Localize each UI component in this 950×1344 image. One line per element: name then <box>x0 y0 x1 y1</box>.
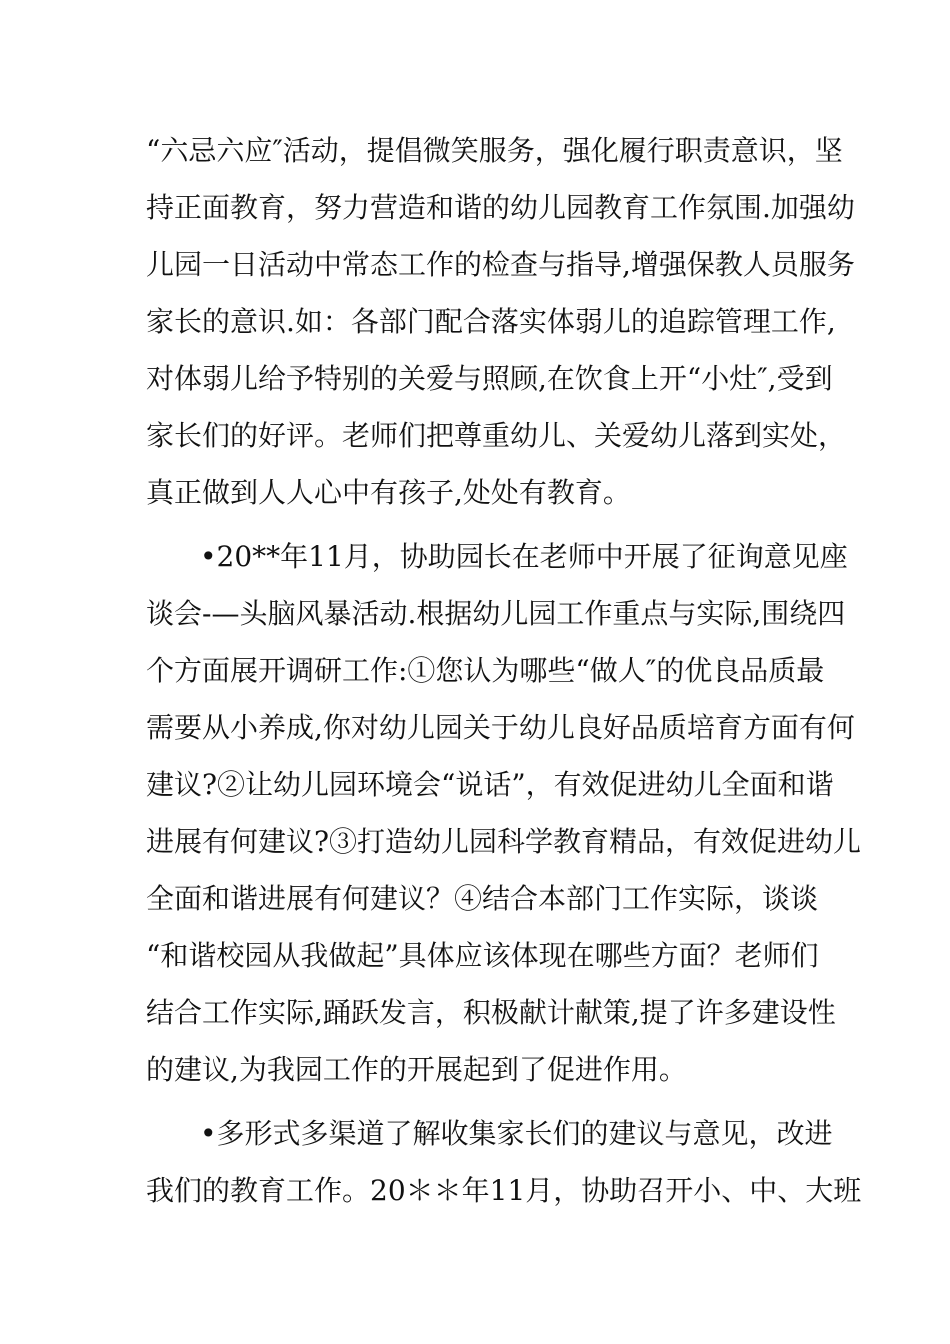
text-line: “和谐校园从我做起”具体应该体现在哪些方面？老师们 <box>146 939 819 972</box>
text-line: 个方面展开调研工作:①您认为哪些“做人″的优良品质最 <box>146 654 825 687</box>
text-line: 的建议,为我园工作的开展起到了促进作用。 <box>146 1053 687 1086</box>
text-line: 全面和谐进展有何建议？④结合本部门工作实际，谈谈 <box>146 882 819 915</box>
text-line: 需要从小养成,你对幼儿园关于幼儿良好品质培育方面有何 <box>146 711 855 744</box>
text-line: 儿园一日活动中常态工作的检查与指导,增强保教人员服务 <box>146 248 855 281</box>
text-line: 持正面教育，努力营造和谐的幼儿园教育工作氛围.加强幼 <box>146 191 855 224</box>
text-line: 结合工作实际,踊跃发言，积极献计献策,提了许多建设性 <box>146 996 836 1029</box>
text-line: 家长的意识.如：各部门配合落实体弱儿的追踪管理工作, <box>146 305 836 338</box>
text-line: •20**年11月，协助园长在老师中开展了征询意见座 <box>200 540 848 573</box>
text-line: 进展有何建议?③打造幼儿园科学教育精品，有效促进幼儿 <box>146 825 862 858</box>
text-line: 家长们的好评。老师们把尊重幼儿、关爱幼儿落到实处， <box>146 419 847 452</box>
text-line: 谈会-—头脑风暴活动.根据幼儿园工作重点与实际,围绕四 <box>146 597 846 630</box>
text-line: 对体弱儿给予特别的关爱与照顾,在饮食上开“小灶″,受到 <box>146 362 833 395</box>
text-line: 我们的教育工作。20＊＊年11月，协助召开小、中、大班 <box>146 1174 862 1207</box>
text-line: “六忌六应″活动，提倡微笑服务，强化履行职责意识，坚 <box>146 134 843 167</box>
text-line: 建议?②让幼儿园环境会“说话”，有效促进幼儿全面和谐 <box>146 768 834 801</box>
text-line: •多形式多渠道了解收集家长们的建议与意见，改进 <box>200 1117 833 1150</box>
text-line: 真正做到人人心中有孩子,处处有教育。 <box>146 476 631 509</box>
